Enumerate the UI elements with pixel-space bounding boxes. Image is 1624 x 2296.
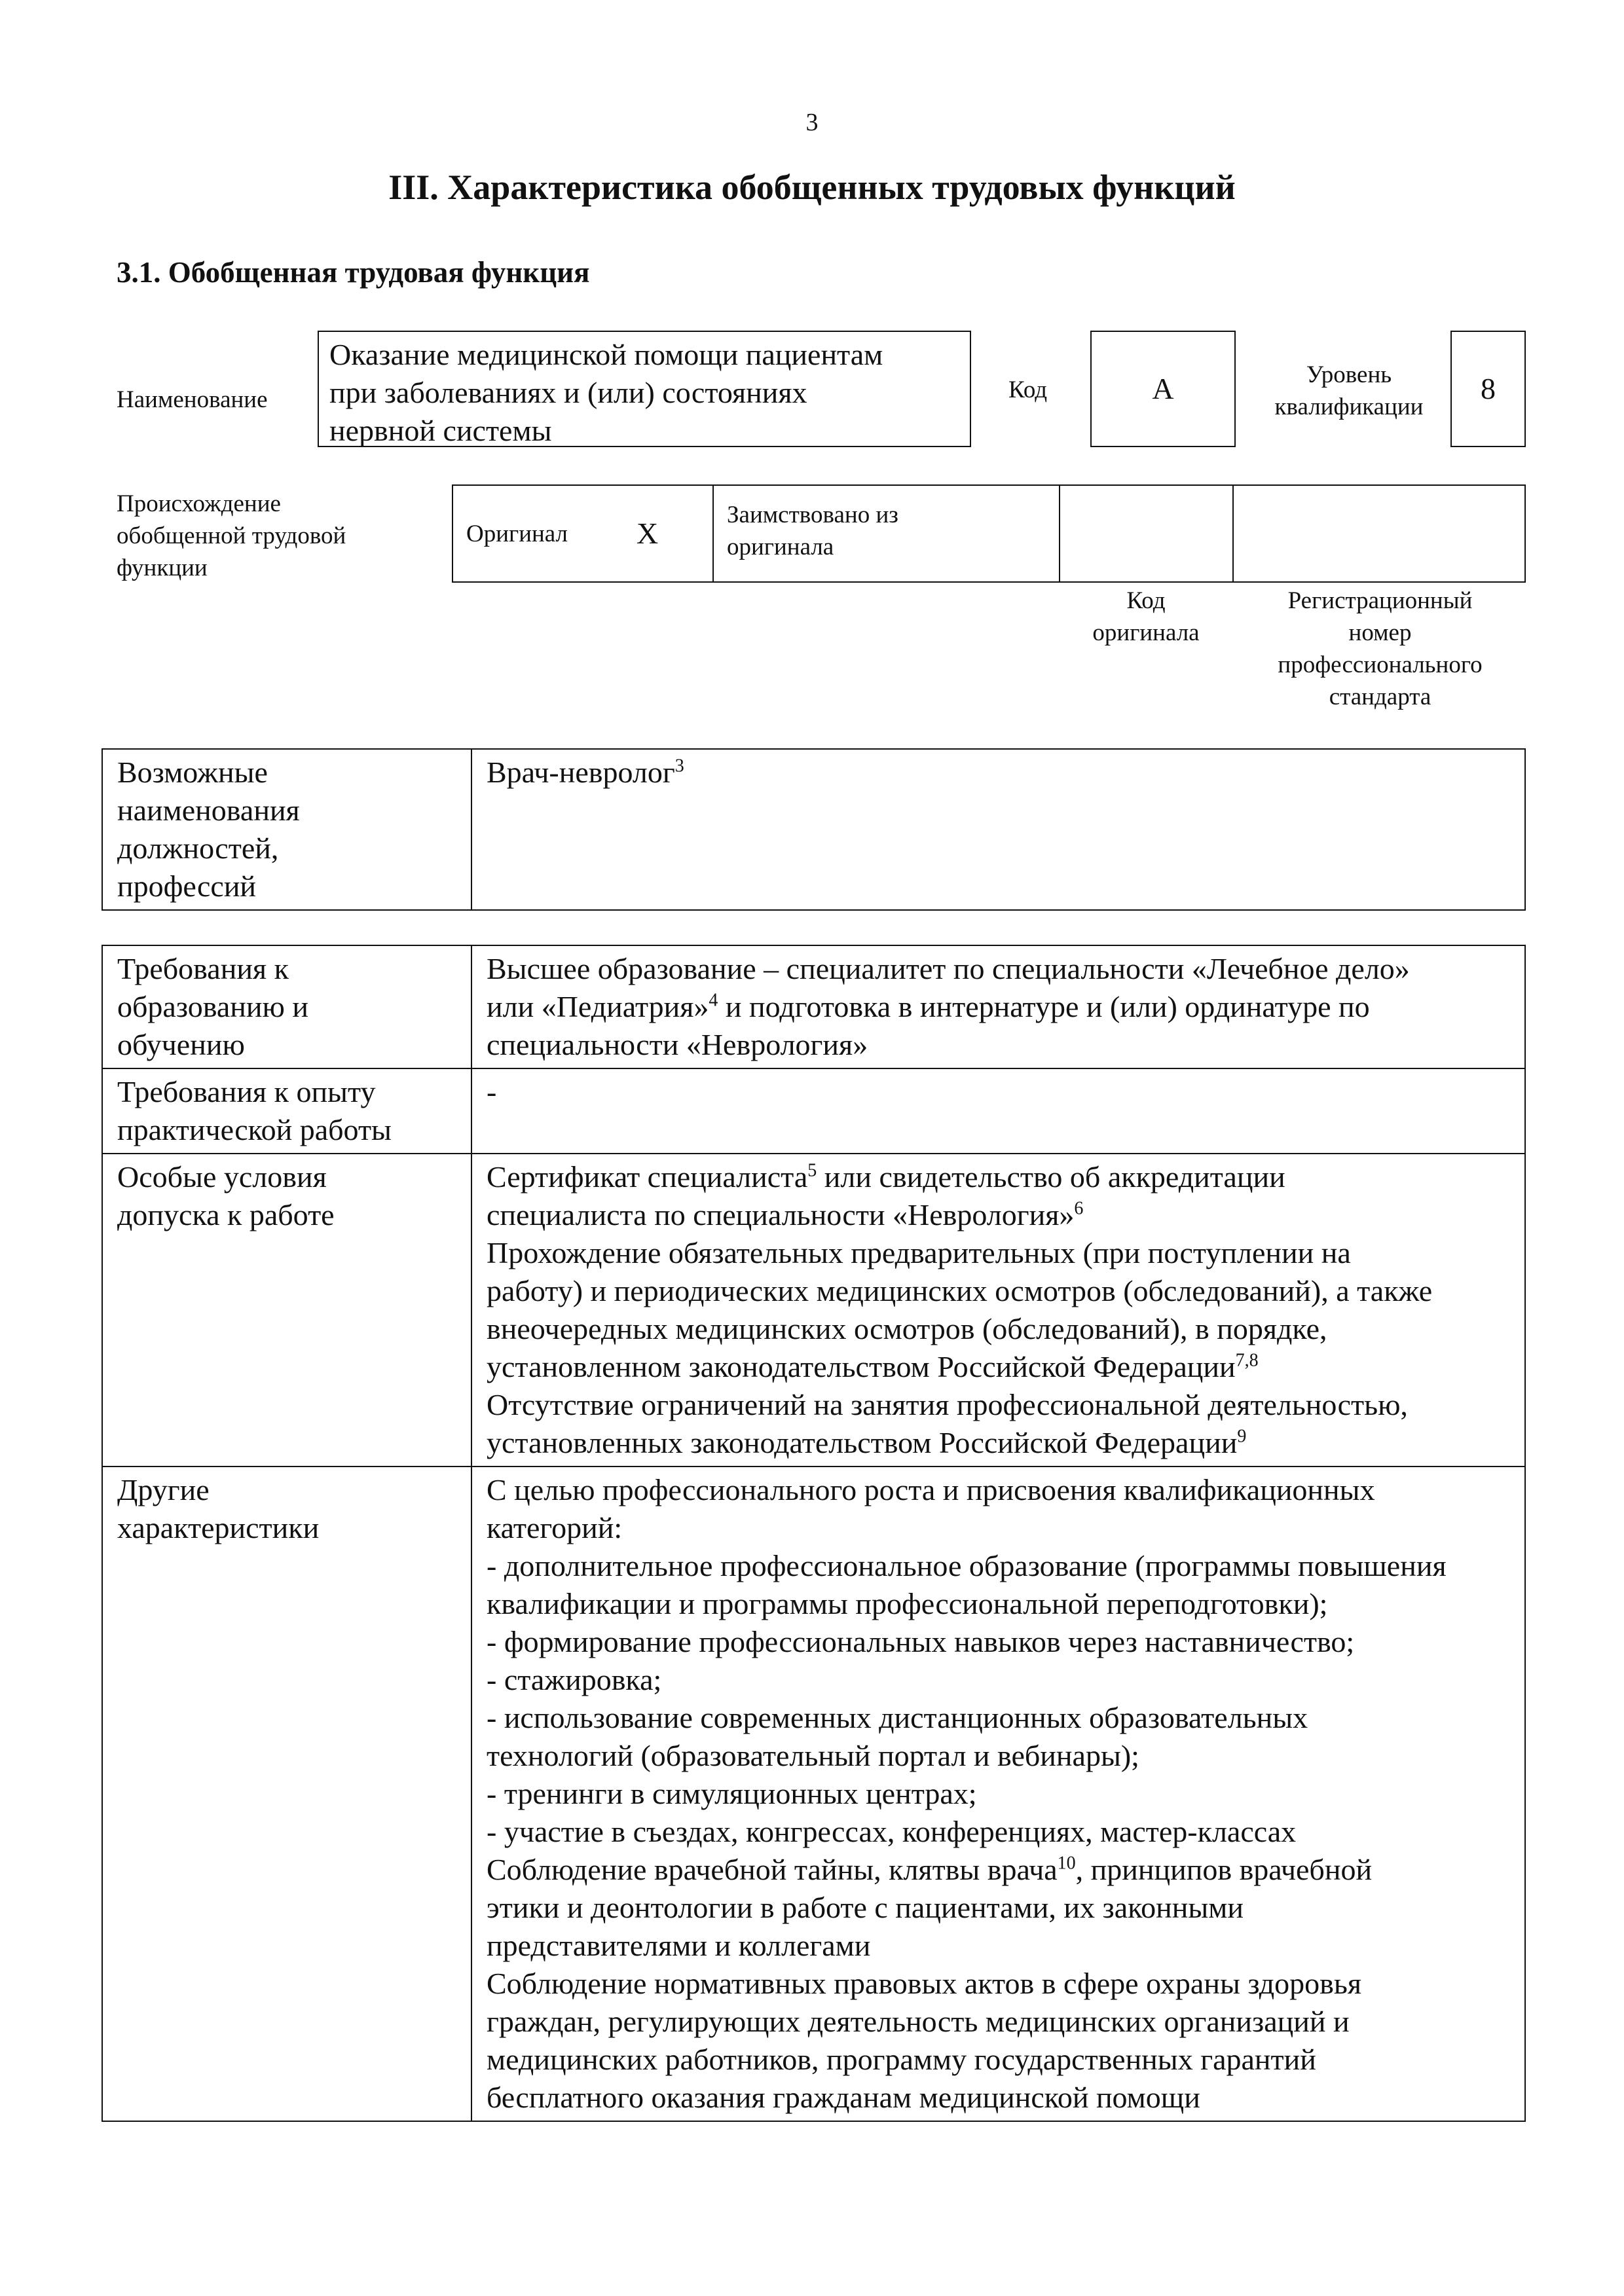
code-label: Код — [1008, 376, 1048, 403]
positions-label: Возможные наименования должностей, профессий — [102, 749, 471, 910]
other-characteristics-label: Другие характеристики — [102, 1467, 471, 2121]
positions-table — [101, 748, 1526, 911]
education-requirements-value: Высшее образование – специалитет по специальности «Лечебное дело» или «Педиатрия»$^4$ и подготовка в интернатуре и (или) ординатуре по специальности «Неврология» — [471, 945, 1525, 1068]
name-label: Наименование — [117, 386, 268, 413]
requirements-table — [101, 945, 1526, 2122]
subsection-title: 3.1. Обобщенная трудовая функция — [117, 256, 590, 289]
table-row — [102, 1154, 1525, 1467]
experience-requirements-label: Требования к опыту практической работы — [102, 1068, 471, 1154]
special-conditions-value: Сертификат специалиста$^5$ или свидетельство об аккредитации специалиста по специальности «Неврология»$^6$ Прохождение обязательных предварительных (при поступлении на работу) и периодических медицинских осмотров (обследований), а также внеочередных медицинских осмотров (обследований), в порядке, установленном законодательством Российской Федерации$^{7,8}$ Отсутствие ограничений на занятия профессиональной деятельностью, установленных законодательством Российской Федерации$^9$ — [471, 1154, 1525, 1467]
table-row — [102, 945, 1525, 1068]
education-requirements-label: Требования к образованию и обучению — [102, 945, 471, 1068]
qualification-level-label: Уровень квалификации — [1274, 361, 1424, 420]
experience-requirements-value: - — [471, 1068, 1525, 1154]
original-code-caption: Код оригинала — [1092, 587, 1200, 646]
table-row — [102, 749, 1525, 910]
function-name-line: при заболеваниях и (или) состояниях — [329, 376, 807, 409]
borrowed-label: Заимствовано из оригинала — [727, 501, 898, 560]
page-number: 3 — [805, 109, 819, 136]
positions-value: Врач-невролог$^3$ — [471, 749, 1525, 910]
table-row — [102, 1467, 1525, 2121]
origin-divider — [1232, 486, 1234, 581]
registration-number-caption: Регистрационный номер профессионального стандарта — [1278, 587, 1483, 710]
table-row — [102, 1068, 1525, 1154]
function-name-line: Оказание медицинской помощи пациентам — [329, 338, 883, 371]
qualification-level-value: 8 — [1450, 331, 1526, 447]
origin-table — [452, 484, 1526, 583]
origin-divider — [712, 486, 714, 581]
section-title: III. Характеристика обобщенных трудовых функций — [388, 168, 1236, 207]
original-label: Оригинал — [466, 520, 568, 547]
origin-divider — [1059, 486, 1060, 581]
code-value: A — [1090, 331, 1236, 447]
function-name-line: нервной системы — [329, 414, 552, 447]
special-conditions-label: Особые условия допуска к работе — [102, 1154, 471, 1467]
origin-label: Происхождение обобщенной трудовой функции — [117, 490, 346, 581]
function-name-box — [318, 331, 971, 447]
original-mark: X — [637, 517, 659, 550]
other-characteristics-value: С целью профессионального роста и присвоения квалификационных категорий: - дополнительное профессиональное образование (программы повышения квалификации и программы профессиональной переподготовки); - формирование профессиональных навыков через наставничество; - стажировка; - использование современных дистанционных образовательных технологий (образовательный портал и вебинары); - тренинги в симуляционных центрах; - участие в съездах, конгрессах, конференциях, мастер-классах Соблюдение врачебной тайны, клятвы врача$^{10}$, принципов врачебной этики и деонтологии в работе с пациентами, их законными представителями и коллегами Соблюдение нормативных правовых актов в сфере охраны здоровья граждан, регулирующих деятельность медицинских организаций и медицинских работников, программу государственных гарантий бесплатного оказания гражданам медицинской помощи — [471, 1467, 1525, 2121]
